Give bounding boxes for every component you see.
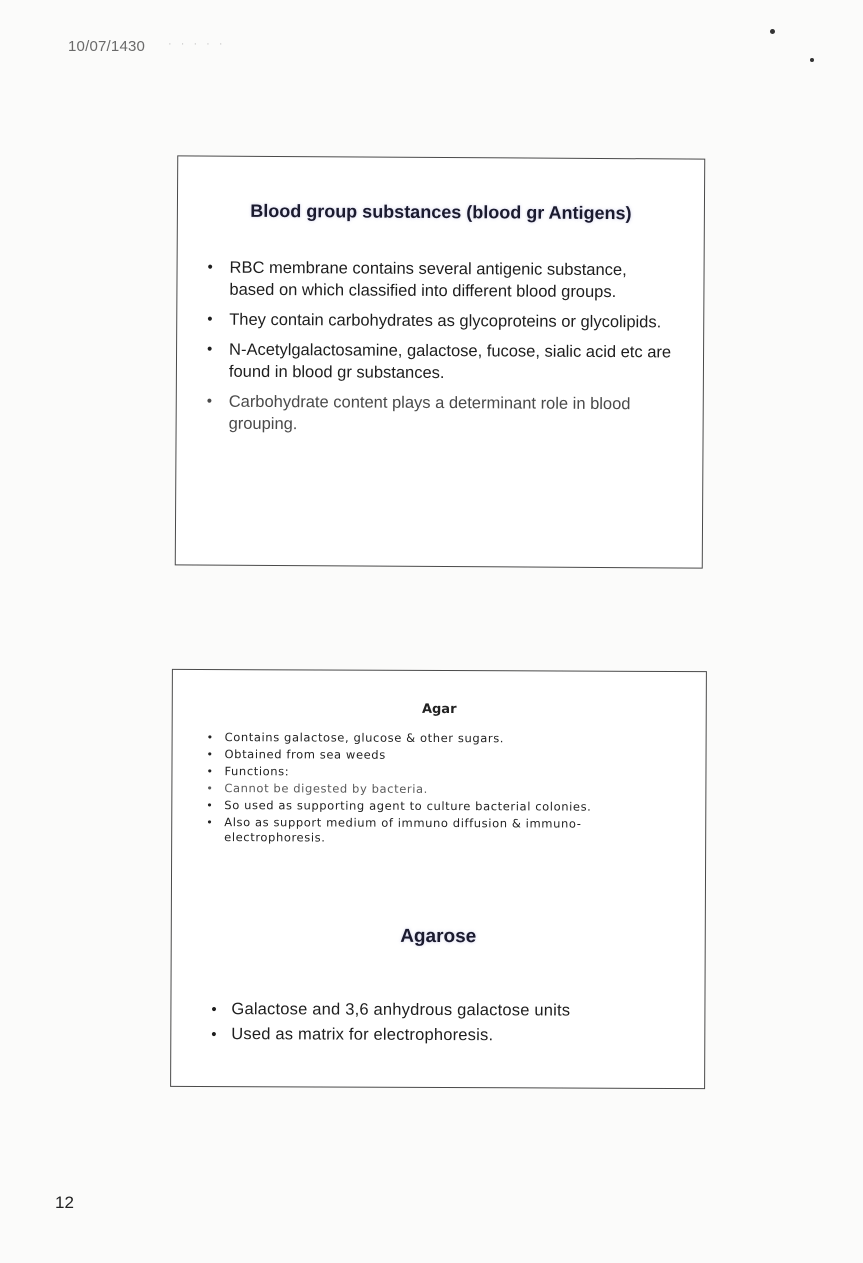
agarose-bullet-list (211, 998, 661, 1050)
slide-blood-group (175, 155, 705, 568)
bullet-item: • Contains galactose, glucose & other sugars. (207, 730, 647, 747)
bullet-item: • Functions: (206, 764, 646, 781)
bullet-item: • Used as matrix for electrophoresis. (211, 1023, 661, 1048)
agarose-title: Agarose (400, 925, 477, 948)
speck-mark (770, 29, 775, 34)
agar-bullet-list (206, 730, 647, 849)
bullet-item: • So used as supporting agent to culture bacterial colonies. (206, 798, 646, 815)
bullet-item: • RBC membrane contains several antigenic substance, based on which classified into different blood groups. (205, 257, 675, 304)
page-number: 12 (55, 1193, 74, 1212)
bullet-item: • Cannot be digested by bacteria. (206, 781, 646, 798)
speck-mark (810, 58, 814, 62)
bullet-list (205, 257, 676, 446)
header-smudge: · · · · · (168, 38, 226, 50)
bullet-item: • Obtained from sea weeds (207, 747, 647, 764)
bullet-item: • Carbohydrate content plays a determinant role in blood grouping. (205, 391, 675, 438)
slide-title: Blood group substances (blood gr Antigens) (250, 200, 632, 224)
bullet-item: • N-Acetylgalactosamine, galactose, fucose, sialic acid etc are found in blood gr substances. (205, 339, 675, 386)
bullet-item: • They contain carbohydrates as glycoproteins or glycolipids. (205, 309, 675, 334)
header-date: 10/07/1430 (68, 38, 146, 55)
agar-title: Agar (421, 701, 457, 718)
bullet-item: • Also as support medium of immuno diffusion & immuno-electrophoresis. (206, 815, 646, 847)
slide-agar-agarose (170, 669, 707, 1089)
bullet-item: • Galactose and 3,6 anhydrous galactose units (211, 998, 661, 1023)
